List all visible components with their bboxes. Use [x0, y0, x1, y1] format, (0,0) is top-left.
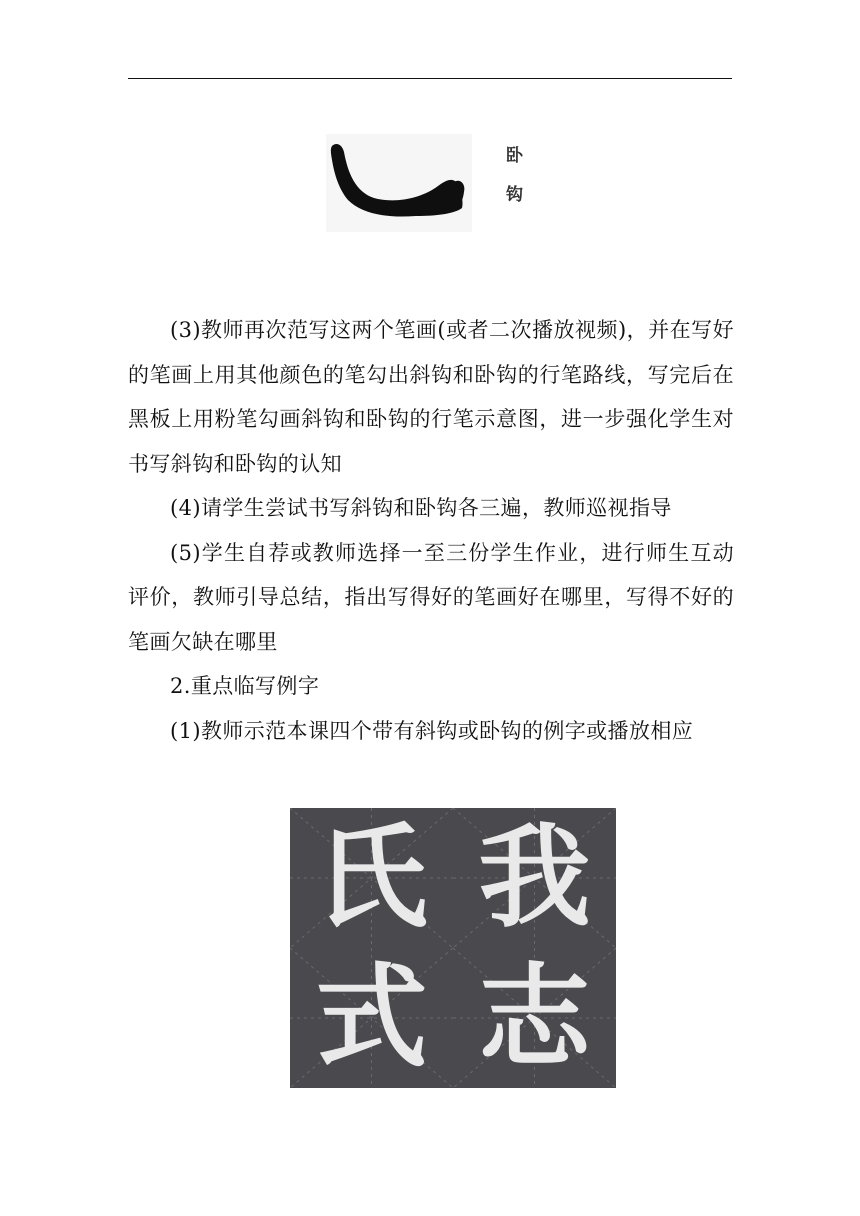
stroke-caption: 卧钩: [502, 146, 522, 224]
example-character: 我: [478, 813, 591, 943]
section-heading: 2.重点临写例字: [170, 674, 320, 698]
wogou-stroke-image: [326, 134, 472, 232]
paragraph: (4)请学生尝试书写斜钩和卧钩各三遍，教师巡视指导: [170, 496, 672, 520]
example-character: 氏: [315, 813, 428, 943]
paragraph: (1)教师示范本课四个带有斜钩或卧钩的例字或播放相应: [170, 718, 694, 743]
character-cell: [453, 808, 616, 948]
example-characters-image: [290, 808, 616, 1088]
header-rule: [128, 78, 732, 79]
paragraph: (5)学生自荐或教师选择一至三份学生作业，进行师生互动评价，教师引导总结，指出写得好的笔画好在哪里，写得不好的笔画欠缺在哪里: [128, 540, 734, 654]
paragraph: (3)教师再次范写这两个笔画(或者二次播放视频)，并在写好的笔画上用其他颜色的笔勾出斜钩和卧钩的行笔路线，写完后在黑板上用粉笔勾画斜钩和卧钩的行笔示意图，进一步强化学生对书写斜钩和卧钩的认知: [128, 318, 734, 476]
character-cell: [290, 948, 453, 1088]
character-cell: [290, 808, 453, 948]
lesson-text: [128, 308, 734, 753]
example-character: 志: [478, 953, 591, 1083]
example-character: 式: [315, 953, 428, 1083]
character-cell: [453, 948, 616, 1088]
